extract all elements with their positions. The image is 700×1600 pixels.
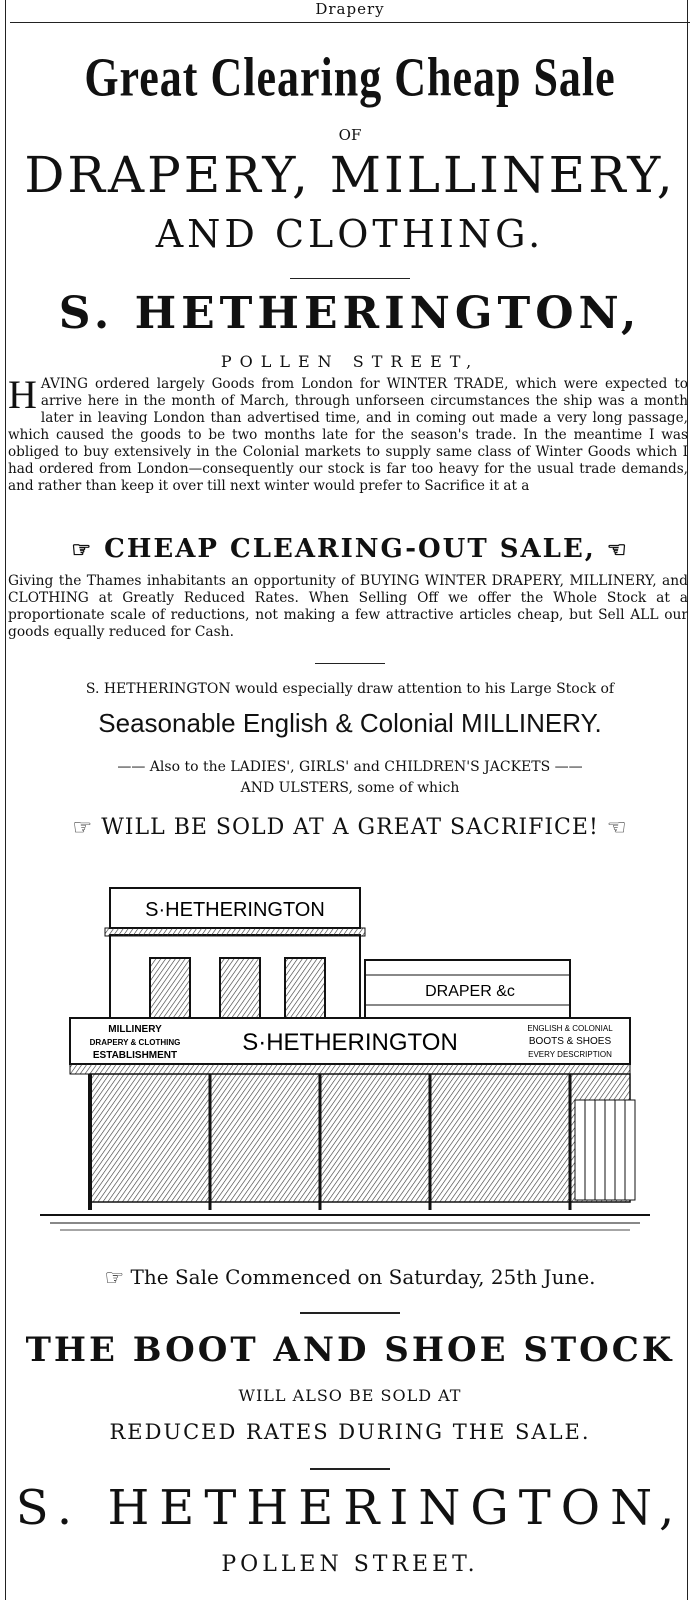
- upper-window-left: [150, 958, 190, 1018]
- pointing-hand-right-icon: ☞: [71, 537, 94, 563]
- intro-text: AVING ordered largely Goods from London for WINTER TRADE, which were expected to arrive here in the month of March, through unforseen circumstances the ship was a month later in leaving London than advertised time, and in coming out made a very long passage, which caused the goods to be two months late for the season's trade. In the meantime I was obliged to buy extensively in the Colonial markets to supply same class of Winter Goods which I had ordered from London—consequently our stock is far too heavy for the usual trade demands, and rather than keep it over till next winter would prefer to Sacrifice it at a: [8, 376, 688, 494]
- millinery-line: Seasonable English & Colonial MILLINERY.: [98, 708, 602, 738]
- storefront: [90, 1074, 630, 1202]
- clearing-banner-text: CHEAP CLEARING-OUT SALE,: [104, 534, 596, 564]
- sale-commenced-line: [0, 1265, 700, 1291]
- footer-name: S. HETHERINGTON,: [15, 1480, 685, 1536]
- subhead-clothing: AND CLOTHING.: [155, 212, 545, 256]
- sacrifice-line: [0, 815, 700, 841]
- merchant-name: S. HETHERINGTON,: [58, 288, 642, 339]
- clearing-paragraph: Giving the Thames inhabitants an opportunity of BUYING WINTER DRAPERY, MILLINERY, and CLOTHING at Greatly Reduced Rates. When Selling Off we offer the Whole Stock at a proportionate scale of reductions, not making a few attractive articles cheap, but Sell ALL our goods equally reduced for Cash.: [8, 573, 688, 640]
- drop-cap: H: [8, 372, 37, 417]
- merchant-street: POLLEN STREET,: [220, 352, 480, 371]
- headline: Great Clearing Cheap Sale: [84, 46, 616, 109]
- pointing-hand-right-icon: ☞: [104, 1266, 125, 1291]
- of-word: OF: [338, 126, 362, 144]
- right-sign-line-2: BOOTS & SHOES: [528, 1036, 612, 1047]
- boot-line-1: WILL ALSO BE SOLD AT: [238, 1386, 462, 1405]
- left-sign-line-2: DRAPERY & CLOTHING: [89, 1038, 181, 1047]
- verandah-roof: [70, 1064, 630, 1074]
- clearing-banner: [0, 534, 700, 564]
- top-sign-text: S·HETHERINGTON: [145, 899, 325, 921]
- left-sign-line-3: ESTABLISHMENT: [92, 1050, 178, 1061]
- pointing-hand-left-icon: ☜: [606, 537, 629, 563]
- divider-1: [290, 278, 410, 279]
- divider-2: [315, 663, 385, 664]
- pointing-hand-left-icon: ☜: [606, 815, 628, 841]
- footer-street: POLLEN STREET.: [221, 1552, 479, 1577]
- divider-4: [310, 1468, 390, 1470]
- section-label: Drapery: [315, 0, 385, 18]
- draper-sign-text: DRAPER &c: [425, 983, 515, 1000]
- attention-line: S. HETHERINGTON would especially draw attention to his Large Stock of: [85, 681, 615, 697]
- sale-commenced-text: The Sale Commenced on Saturday, 25th June.: [130, 1265, 596, 1289]
- left-sign-line-1: MILLINERY: [108, 1024, 162, 1035]
- jackets-text: Also to the LADIES', GIRLS' and CHILDREN'S JACKETS: [149, 759, 551, 775]
- header-rule: [10, 22, 690, 23]
- pointing-hand-right-icon: ☞: [72, 815, 94, 841]
- ulsters-line: AND ULSTERS, some of which: [240, 780, 460, 796]
- right-sign-line-3: EVERY DESCRIPTION: [528, 1050, 612, 1059]
- boot-line-2: REDUCED RATES DURING THE SALE.: [109, 1420, 591, 1444]
- jackets-line: —— Also to the LADIES', GIRLS' and CHILDREN'S JACKETS ——: [117, 759, 583, 775]
- subhead-drapery: DRAPERY, MILLINERY,: [24, 146, 676, 204]
- sacrifice-text: WILL BE SOLD AT A GREAT SACRIFICE!: [101, 815, 599, 840]
- right-sign-line-1: ENGLISH & COLONIAL: [527, 1024, 613, 1033]
- boot-headline: THE BOOT AND SHOE STOCK: [25, 1330, 675, 1370]
- main-sign-text: S·HETHERINGTON: [242, 1029, 458, 1056]
- divider-3: [300, 1312, 400, 1314]
- shop-engraving: [30, 880, 660, 1240]
- intro-paragraph: [8, 372, 688, 495]
- upper-window-right: [285, 958, 325, 1018]
- upper-window-center: [220, 958, 260, 1018]
